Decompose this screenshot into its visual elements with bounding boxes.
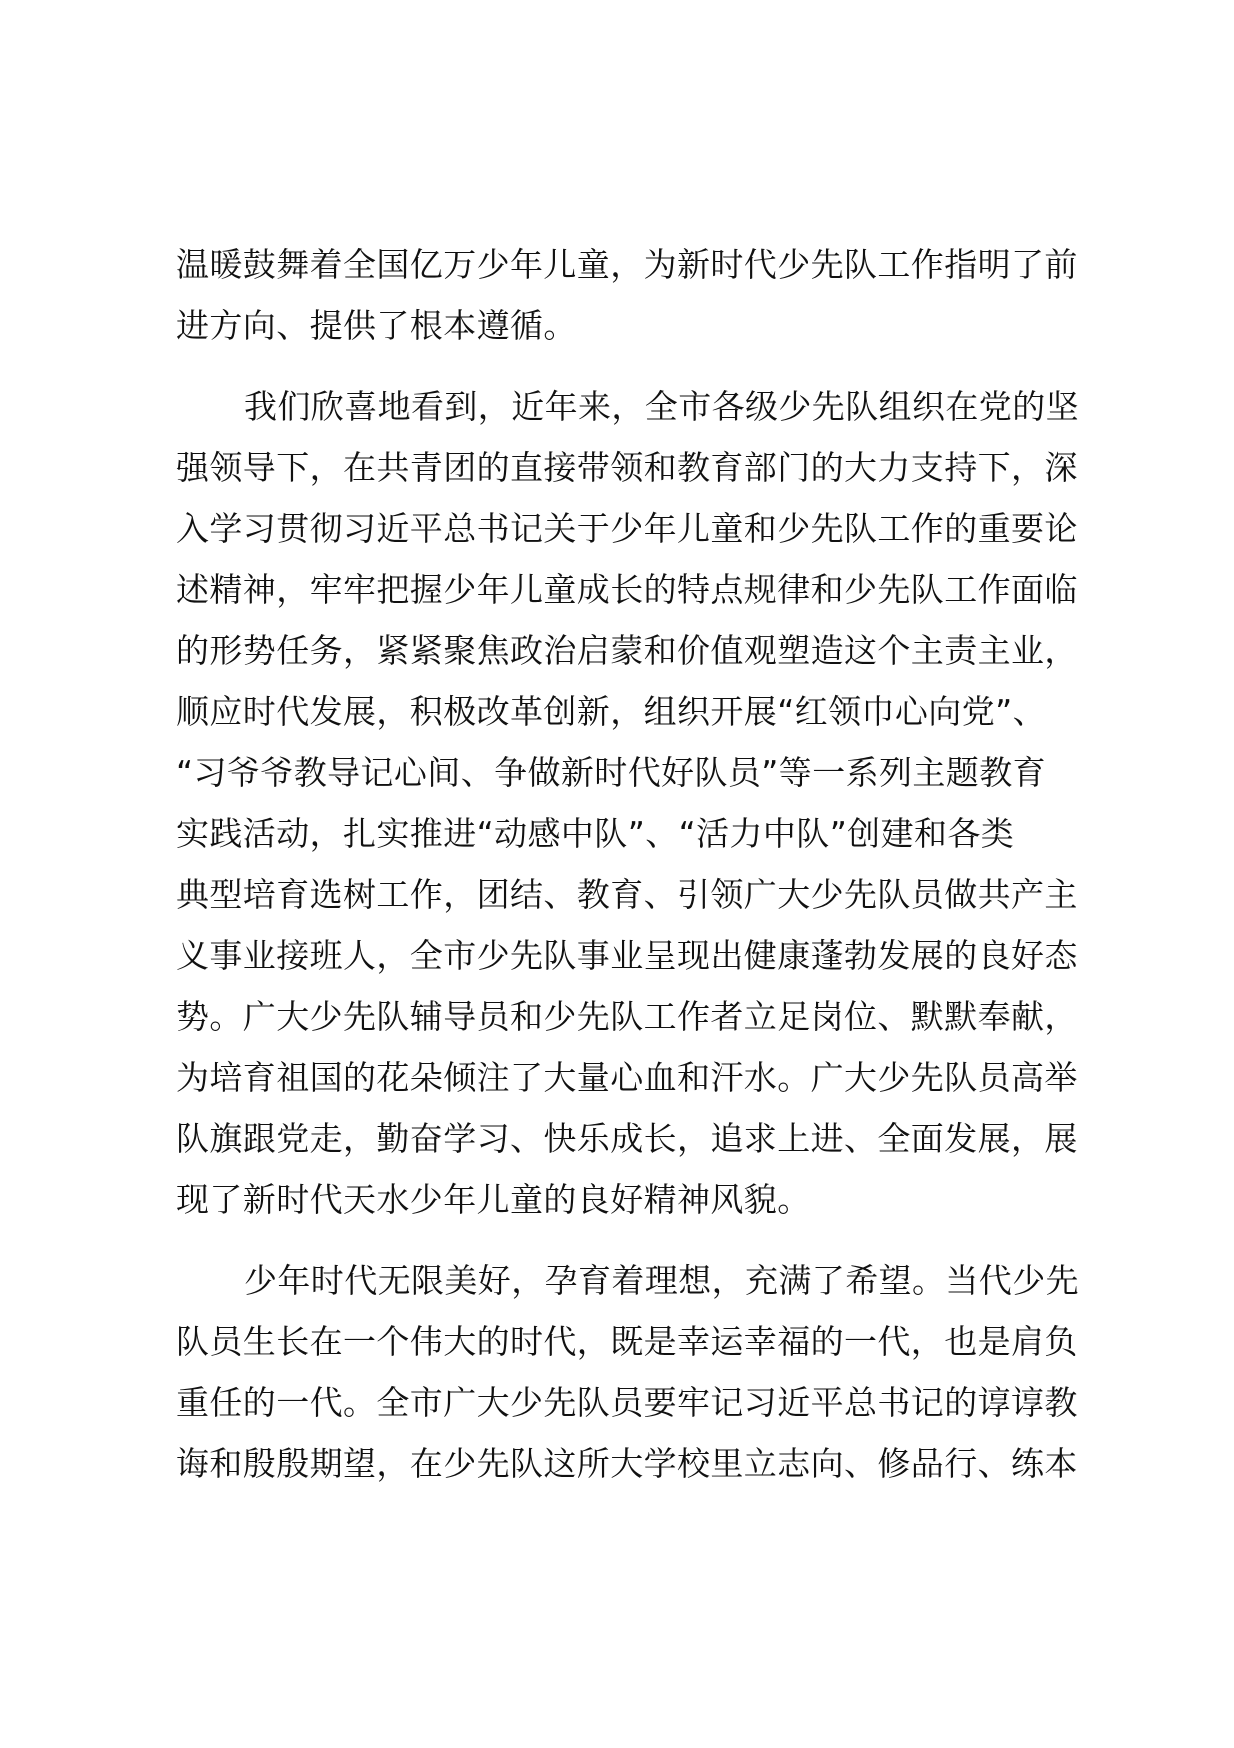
text-line: 强领导下，在共青团的直接带领和教育部门的大力支持下，深 [176, 448, 1078, 487]
paragraph-2 [176, 376, 1092, 1230]
text-line: 温暖鼓舞着全国亿万少年儿童，为新时代少先队工作指明了前 [176, 245, 1078, 284]
text-line: 的形势任务，紧紧聚焦政治启蒙和价值观塑造这个主责主业， [176, 631, 1078, 670]
text-line: 诲和殷殷期望，在少先队这所大学校里立志向、修品行、练本 [176, 1444, 1078, 1483]
text-line: 我们欣喜地看到，近年来，全市各级少先队组织在党的坚 [244, 387, 1079, 426]
text-line: 顺应时代发展，积极改革创新，组织开展“红领巾心向党”、 [176, 692, 1046, 731]
text-line: 入学习贯彻习近平总书记关于少年儿童和少先队工作的重要论 [176, 509, 1078, 548]
text-line: 述精神，牢牢把握少年儿童成长的特点规律和少先队工作面临 [176, 570, 1078, 609]
text-line: 现了新时代天水少年儿童的良好精神风貌。 [176, 1180, 811, 1219]
text-line: 重任的一代。全市广大少先队员要牢记习近平总书记的谆谆教 [176, 1383, 1078, 1422]
text-line: 少年时代无限美好，孕育着理想，充满了希望。当代少先 [244, 1261, 1079, 1300]
paragraph-1 [176, 234, 1092, 356]
text-line: 为培育祖国的花朵倾注了大量心血和汗水。广大少先队员高举 [176, 1058, 1078, 1097]
document-body [176, 234, 1092, 1494]
text-line: 典型培育选树工作，团结、教育、引领广大少先队员做共产主 [176, 875, 1078, 914]
text-line: 队旗跟党走，勤奋学习、快乐成长，追求上进、全面发展，展 [176, 1119, 1078, 1158]
text-line: 势。广大少先队辅导员和少先队工作者立足岗位、默默奉献， [176, 997, 1078, 1036]
text-line: 义事业接班人，全市少先队事业呈现出健康蓬勃发展的良好态 [176, 936, 1078, 975]
text-line: 进方向、提供了根本遵循。 [176, 306, 577, 345]
paragraph-3 [176, 1250, 1092, 1494]
text-line: 队员生长在一个伟大的时代，既是幸运幸福的一代，也是肩负 [176, 1322, 1078, 1361]
text-line: “习爷爷教导记心间、争做新时代好队员”等一系列主题教育 [176, 753, 1046, 792]
text-line: 实践活动，扎实推进“动感中队”、“活力中队”创建和各类 [176, 814, 1015, 853]
